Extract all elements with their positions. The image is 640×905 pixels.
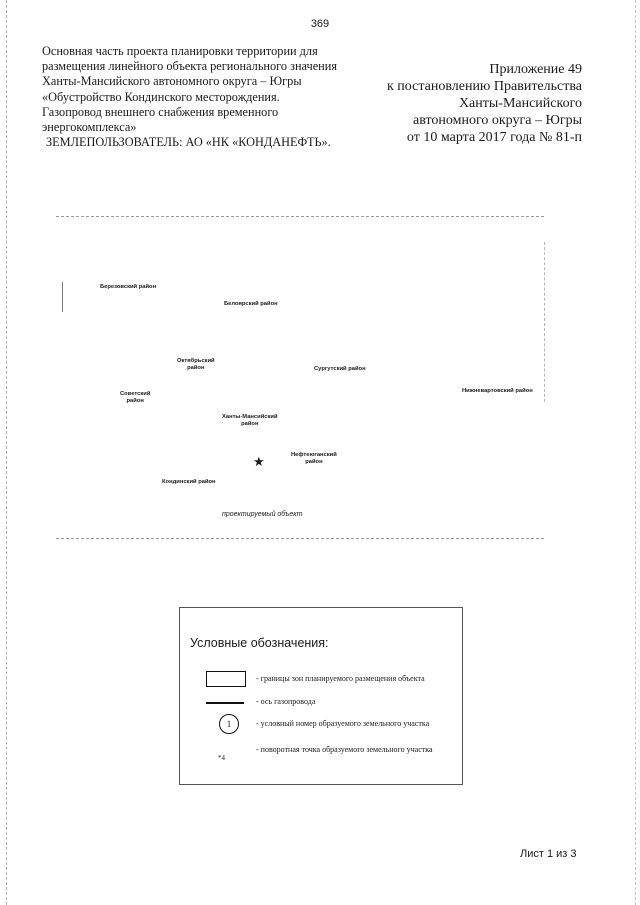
district-kondinsky: Кондинский район bbox=[162, 479, 216, 485]
district-name-line: Советский bbox=[120, 391, 151, 397]
appendix-title: Приложение 49 bbox=[489, 62, 582, 77]
overview-map bbox=[56, 212, 550, 542]
legend-item-text: - условный номер образуемого земельного участка bbox=[256, 719, 430, 728]
header-left-line: Основная часть проекта планировки территории для bbox=[42, 44, 318, 58]
header-right-line: к постановлению Правительства bbox=[386, 79, 582, 94]
page-edge-left bbox=[6, 0, 7, 905]
document-header-left bbox=[42, 44, 342, 150]
decree-date: от 10 марта 2017 года № 81-п bbox=[406, 130, 582, 145]
line-symbol-icon bbox=[206, 702, 244, 704]
header-left-line: «Обустройство Кондинского месторождения. bbox=[42, 89, 280, 104]
district-oktyabrsky bbox=[177, 358, 215, 372]
header-right-line: автономного округа – Югры bbox=[413, 113, 582, 128]
legend-item-plot-number bbox=[180, 716, 462, 734]
district-name-line: район bbox=[187, 365, 205, 371]
document-header-right bbox=[322, 61, 582, 146]
header-left-line: размещения линейного объекта регионального значения bbox=[42, 59, 337, 74]
legend-item-text: - поворотная точка образуемого земельного участка bbox=[256, 745, 433, 754]
district-khanty-mansiysky bbox=[222, 414, 278, 428]
map-border-top bbox=[56, 216, 544, 217]
header-right-line: Ханты-Мансийского bbox=[458, 96, 582, 111]
district-berezovsky: Березовский район bbox=[100, 284, 157, 290]
land-user: ЗЕМЛЕПОЛЬЗОВАТЕЛЬ: АО «НК «КОНДАНЕФТЬ». bbox=[46, 135, 331, 150]
district-name-line: Ханты-Мансийский bbox=[222, 414, 278, 420]
district-sovetsky bbox=[120, 391, 150, 405]
legend-item-text: - ось газопровода bbox=[256, 697, 316, 706]
legend-item-pipeline-axis bbox=[180, 696, 462, 714]
header-left-line: Газопровод внешнего снабжения временного bbox=[42, 104, 279, 119]
district-nizhnevartovsky: Нижневартовский район bbox=[462, 388, 533, 394]
district-name-line: район bbox=[126, 398, 144, 404]
page-number: 369 bbox=[310, 18, 330, 30]
star-icon: ★ bbox=[253, 455, 265, 470]
page-edge-right bbox=[635, 0, 636, 905]
district-name-line: район bbox=[305, 459, 323, 465]
district-beloyarsky: Белоярский район bbox=[224, 301, 278, 307]
legend-title: Условные обозначения: bbox=[190, 636, 329, 650]
district-name-line: Нефтеюганский bbox=[291, 452, 337, 458]
circle-number-icon: 1 bbox=[219, 714, 239, 734]
legend-item-zone-boundary bbox=[180, 671, 462, 689]
turning-point-icon: *4 bbox=[218, 754, 225, 762]
header-left-line: энергокомплекса» bbox=[42, 120, 137, 135]
sheet-counter: Лист 1 из 3 bbox=[520, 848, 577, 860]
district-nefteyugansky bbox=[291, 452, 337, 466]
district-name-line: Октябрьский bbox=[177, 358, 215, 364]
map-border-right bbox=[544, 242, 545, 402]
legend-item-turning-point bbox=[180, 740, 462, 762]
rectangle-symbol-icon bbox=[206, 671, 246, 687]
legend bbox=[179, 607, 463, 785]
district-surgutsky: Сургутский район bbox=[314, 366, 366, 372]
header-left-line: Ханты-Мансийского автономного округа – Югры bbox=[42, 74, 302, 89]
map-border-bottom bbox=[56, 538, 544, 539]
projected-object-label: проектируемый объект bbox=[222, 511, 303, 518]
legend-item-text: - границы зон планируемого размещения объекта bbox=[256, 674, 425, 683]
map-border-left bbox=[62, 282, 63, 312]
district-name-line: район bbox=[241, 421, 259, 427]
